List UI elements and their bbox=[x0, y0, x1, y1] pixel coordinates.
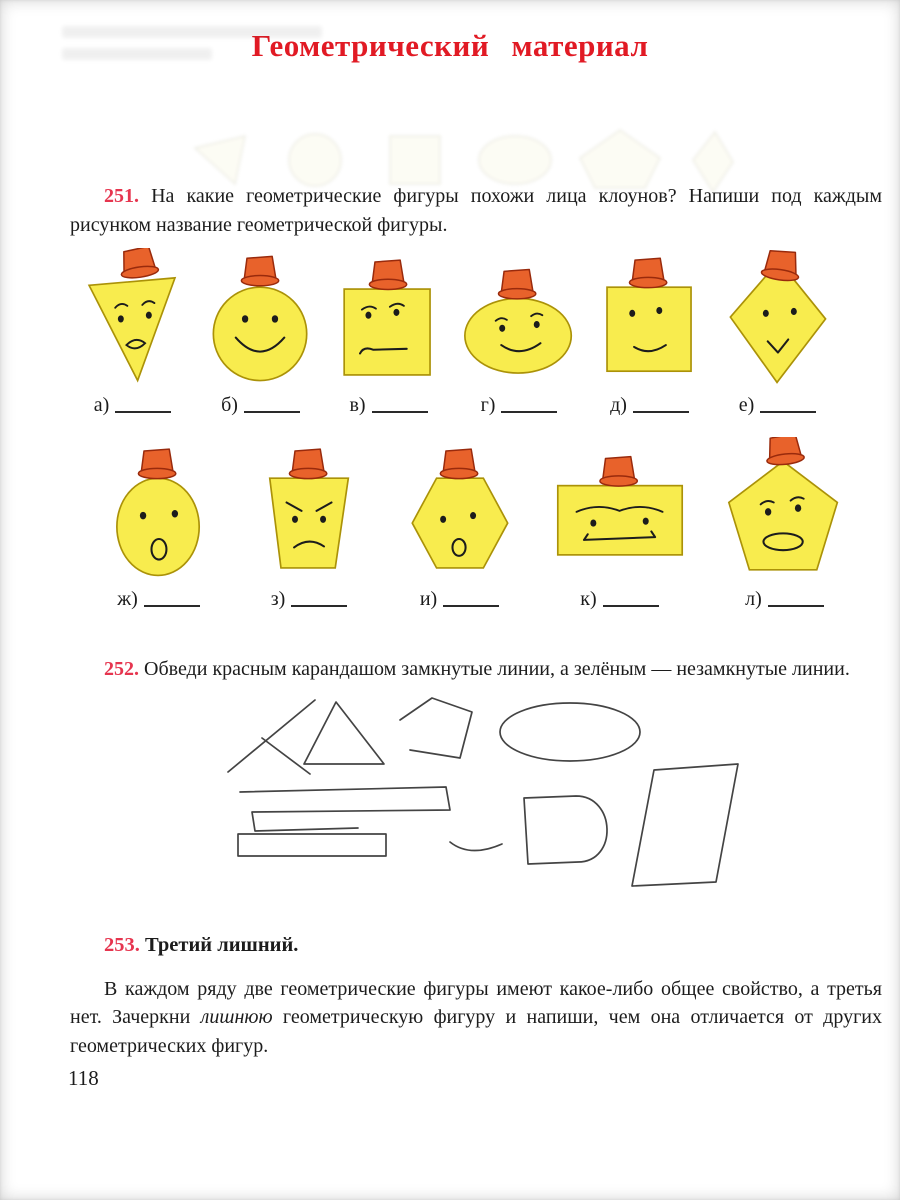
answer-blank-d bbox=[610, 394, 689, 417]
lines-figure bbox=[218, 692, 900, 899]
clown-figure-oval bbox=[100, 437, 217, 611]
answer-blank-i bbox=[420, 588, 499, 611]
clown-figure-rectangle bbox=[552, 437, 688, 611]
answer-blank-z bbox=[271, 588, 348, 611]
exercise-252-text: Обведи красным карандашом замкнутые линии, а зелёным — незамкнутые линии. bbox=[144, 658, 850, 680]
exercise-253-number: 253. bbox=[104, 934, 140, 956]
answer-line bbox=[144, 593, 200, 607]
clown-figure-hexagon bbox=[401, 437, 518, 611]
page-title: Геометрический материал bbox=[251, 28, 649, 63]
answer-label: з) bbox=[270, 588, 286, 610]
clown-row-1 bbox=[0, 248, 900, 417]
answer-blank-l bbox=[745, 588, 824, 611]
exercise-251-number: 251. bbox=[104, 185, 139, 207]
answer-line bbox=[768, 593, 824, 607]
page-number: 118 bbox=[68, 1065, 99, 1090]
answer-label: г) bbox=[480, 394, 496, 416]
exercise-251 bbox=[0, 182, 900, 240]
answer-label: ж) bbox=[117, 588, 138, 610]
exercise-253-italic-word: лишнюю bbox=[200, 1006, 273, 1029]
answer-blank-g bbox=[481, 394, 558, 417]
clown-face-ellipse-icon bbox=[458, 248, 580, 388]
answer-label: а) bbox=[93, 394, 110, 416]
answer-blank-zh bbox=[117, 588, 199, 611]
answer-blank-k bbox=[580, 588, 658, 611]
exercise-253-body bbox=[0, 975, 900, 1060]
exercise-253-title: Третий лишний. bbox=[145, 934, 299, 956]
answer-line bbox=[244, 399, 300, 413]
answer-line bbox=[603, 593, 659, 607]
answer-label: б) bbox=[221, 394, 238, 416]
exercise-253-text-before: В каждом ряду две геометрические фигуры имеют какое-либо общее свойство, а третья нет. Зачеркни bbox=[70, 977, 882, 1029]
clown-figure-square bbox=[330, 248, 447, 417]
clown-face-square-icon bbox=[330, 248, 447, 388]
answer-blank-b bbox=[221, 394, 300, 417]
clown-figure-pentagon bbox=[721, 437, 848, 611]
exercise-251-text: На какие геометрические фигуры похожи лица клоунов? Напиши под каждым рисунком название геометрической фигуры. bbox=[70, 185, 882, 236]
clown-face-hexagon-icon bbox=[401, 437, 518, 582]
clown-figure-triangle bbox=[74, 248, 191, 417]
clown-face-triangle-icon bbox=[74, 248, 191, 388]
answer-blank-a bbox=[94, 394, 172, 417]
answer-line bbox=[443, 593, 499, 607]
answer-label: и) bbox=[419, 588, 438, 610]
answer-label: д) bbox=[610, 394, 627, 416]
clown-figure-square-2 bbox=[591, 248, 708, 417]
answer-label: е) bbox=[738, 394, 755, 416]
answer-line bbox=[115, 399, 171, 413]
answer-line bbox=[760, 399, 816, 413]
clown-figure-rhombus bbox=[719, 248, 836, 417]
clown-face-oval-icon bbox=[100, 437, 217, 582]
clown-face-square-icon bbox=[591, 248, 708, 388]
clown-face-rhombus-icon bbox=[719, 248, 836, 388]
exercise-253-text-after: геометрическую фигуру и напиши, чем она отличается от других геометрических фигур. bbox=[70, 1006, 882, 1057]
exercise-253-heading bbox=[0, 931, 900, 961]
answer-blank-v bbox=[349, 394, 427, 417]
answer-line bbox=[633, 399, 689, 413]
clown-face-pentagon-icon bbox=[721, 437, 848, 582]
clown-figure-circle bbox=[202, 248, 319, 417]
exercise-252-number: 252. bbox=[104, 658, 139, 680]
open-closed-lines-icon bbox=[218, 692, 763, 899]
clown-figure-trapezoid bbox=[251, 437, 368, 611]
clown-face-trapezoid-icon bbox=[251, 437, 368, 582]
clown-figure-ellipse bbox=[458, 248, 580, 417]
answer-blank-e bbox=[739, 394, 817, 417]
clown-row-2 bbox=[0, 437, 900, 611]
answer-line bbox=[372, 399, 428, 413]
clown-face-circle-icon bbox=[202, 248, 319, 388]
answer-label: к) bbox=[580, 588, 597, 610]
clown-face-rectangle-icon bbox=[552, 437, 688, 582]
exercise-252 bbox=[0, 655, 900, 684]
answer-label: л) bbox=[745, 588, 762, 610]
answer-line bbox=[501, 399, 557, 413]
answer-line bbox=[291, 593, 347, 607]
answer-label: в) bbox=[349, 394, 366, 416]
